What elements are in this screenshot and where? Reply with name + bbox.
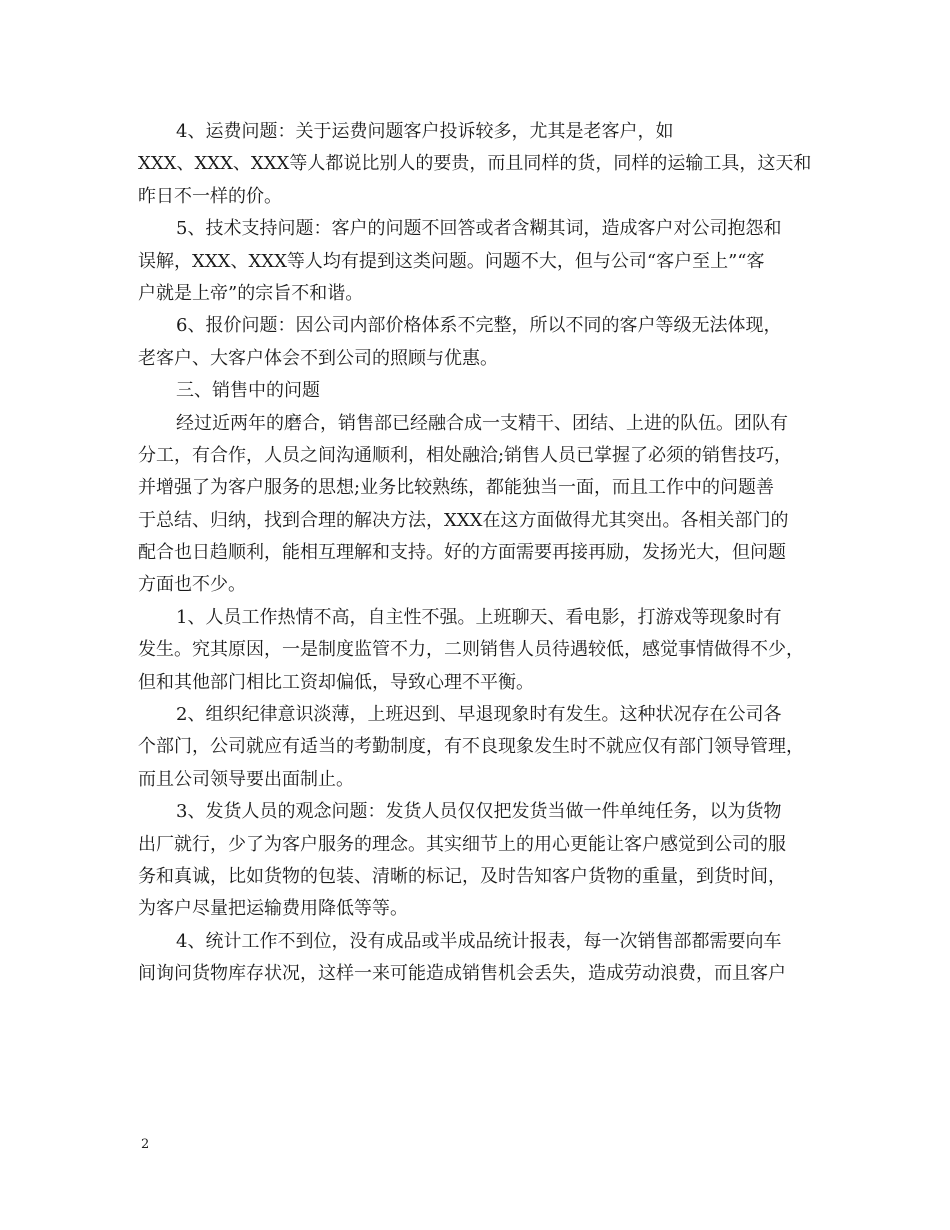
paragraph-line: 而且公司领导要出面制止。 bbox=[138, 768, 354, 790]
paragraph-line: 6、报价问题：因公司内部价格体系不完整，所以不同的客户等级无法体现， bbox=[176, 315, 782, 337]
paragraph-line: 为客户尽量把运输费用降低等等。 bbox=[138, 898, 408, 920]
paragraph-line: 5、技术支持问题：客户的问题不回答或者含糊其词，造成客户对公司抱怨和 bbox=[176, 218, 782, 240]
paragraph-line: 老客户、大客户体会不到公司的照顾与优惠。 bbox=[138, 347, 498, 369]
paragraph-line: 昨日不一样的价。 bbox=[138, 185, 282, 207]
paragraph-line: 1、人员工作热情不高，自主性不强。上班聊天、看电影，打游戏等现象时有 bbox=[176, 606, 782, 628]
paragraph-line: 个部门，公司就应有适当的考勤制度，有不良现象发生时不就应仅有部门领导管理， bbox=[138, 736, 804, 758]
paragraph-line: 经过近两年的磨合，销售部已经融合成一支精干、团结、上进的队伍。团队有 bbox=[176, 412, 788, 434]
paragraph-line: 方面也不少。 bbox=[138, 574, 246, 596]
paragraph-line: 分工，有合作，人员之间沟通顺利，相处融洽;销售人员已掌握了必须的销售技巧， bbox=[138, 444, 793, 466]
paragraph-line: 并增强了为客户服务的思想;业务比较熟练，都能独当一面，而且工作中的问题善 bbox=[138, 477, 775, 499]
paragraph-line: 于总结、归纳，找到合理的解决方法，XXX在这方面做得尤其突出。各相关部门的 bbox=[138, 509, 789, 531]
page-number: 2 bbox=[141, 1137, 150, 1152]
paragraph-line: 户就是上帝”的宗旨不和谐。 bbox=[138, 282, 364, 304]
paragraph-line: XXX、XXX、XXX等人都说比别人的要贵，而且同样的货，同样的运输工具，这天和 bbox=[138, 153, 812, 175]
paragraph-line: 出厂就行，少了为客户服务的理念。其实细节上的用心更能让客户感觉到公司的服 bbox=[138, 833, 786, 855]
paragraph-line: 4、运费问题：关于运费问题客户投诉较多，尤其是老客户，如 bbox=[176, 121, 674, 142]
paragraph-line: 间询问货物库存状况，这样一来可能造成销售机会丢失，造成劳动浪费，而且客户 bbox=[138, 963, 786, 985]
document-body bbox=[138, 116, 828, 991]
paragraph-line: 发生。究其原因，一是制度监管不力，二则销售人员待遇较低，感觉事情做得不少， bbox=[138, 639, 804, 661]
paragraph-line: 4、统计工作不到位，没有成品或半成品统计报表，每一次销售部都需要向车 bbox=[176, 930, 782, 952]
paragraph-line: 配合也日趋顺利，能相互理解和支持。好的方面需要再接再励，发扬光大，但问题 bbox=[138, 542, 786, 564]
paragraph-line: 2、组织纪律意识淡薄，上班迟到、早退现象时有发生。这种状况存在公司各 bbox=[176, 704, 782, 726]
section-heading: 三、销售中的问题 bbox=[176, 380, 320, 402]
paragraph-line: 但和其他部门相比工资却偏低，导致心理不平衡。 bbox=[138, 671, 534, 693]
paragraph-line: 3、发货人员的观念问题：发货人员仅仅把发货当做一件单纯任务，以为货物 bbox=[176, 801, 782, 823]
paragraph-line: 务和真诚，比如货物的包装、清晰的标记，及时告知客户货物的重量，到货时间， bbox=[138, 865, 786, 887]
paragraph-line: 误解，XXX、XXX等人均有提到这类问题。问题不大，但与公司“客户至上”“客 bbox=[138, 250, 765, 272]
